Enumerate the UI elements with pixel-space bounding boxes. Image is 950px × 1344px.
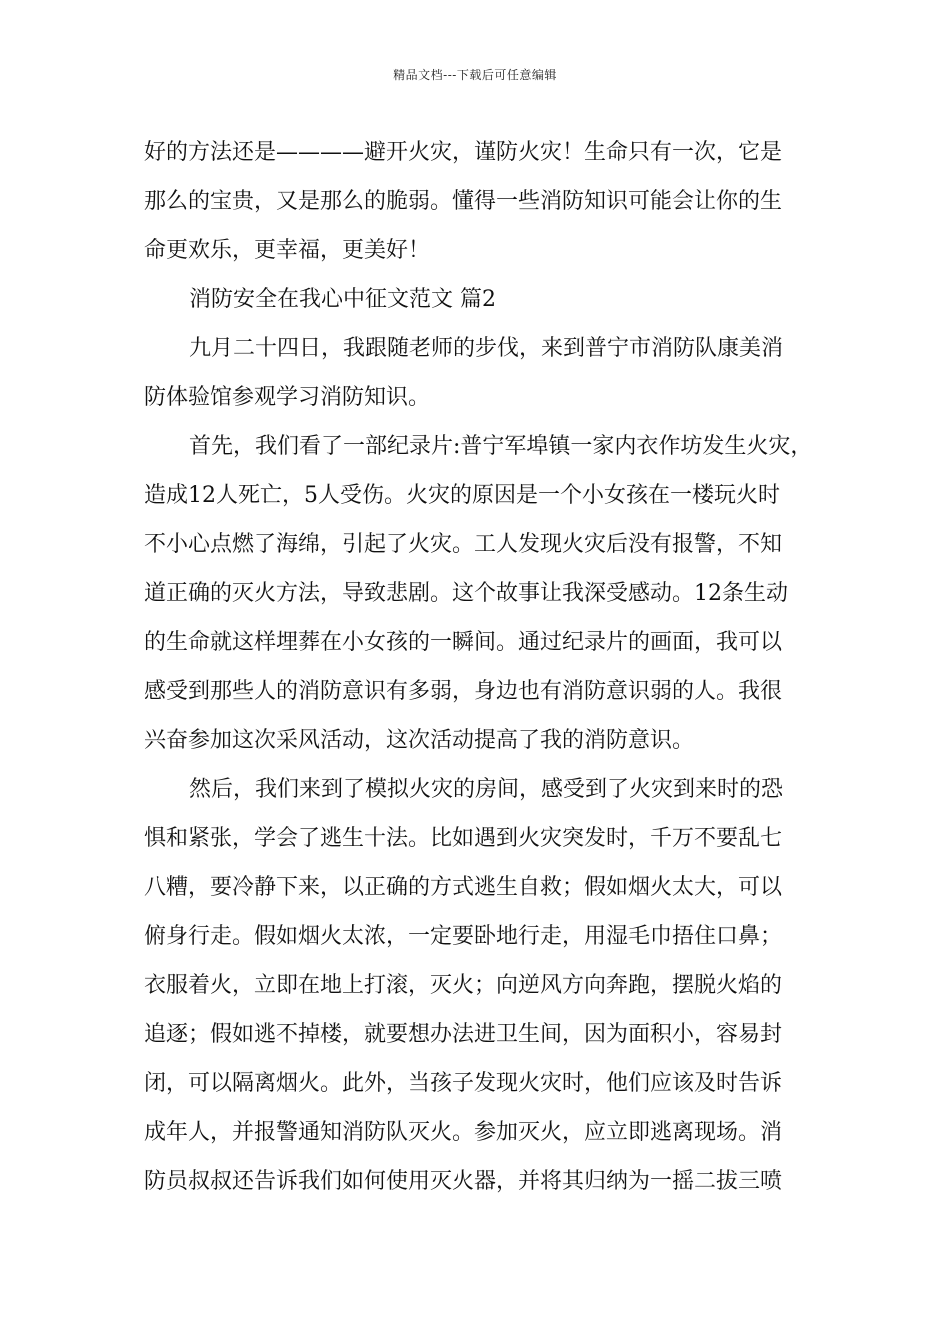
text-line: 闭，可以隔离烟火。此外，当孩子发现火灾时，他们应该及时告诉 [144, 1071, 783, 1096]
page-header: 精品文档---下载后可任意编辑 [393, 68, 557, 82]
text-line: 防体验馆参观学习消防知识。 [144, 385, 431, 410]
text-line: 惧和紧张，学会了逃生十法。比如遇到火灾突发时，千万不要乱七 [144, 826, 783, 851]
text-line: 造成12人死亡，5人受伤。火灾的原因是一个小女孩在一楼玩火时 [144, 483, 780, 508]
text-line: 感受到那些人的消防意识有多弱，身边也有消防意识弱的人。我很 [144, 679, 783, 704]
section-title: 消防安全在我心中征文范文 篇2 [189, 287, 496, 312]
text-line: 不小心点燃了海绵，引起了火灾。工人发现火灾后没有报警，不知 [144, 532, 783, 557]
document-body [144, 128, 813, 1206]
text-line: 八糟，要冷静下来，以正确的方式逃生自救；假如烟火太大，可以 [144, 875, 783, 900]
text-line: 的生命就这样埋葬在小女孩的一瞬间。通过纪录片的画面，我可以 [144, 630, 783, 655]
text-line: 命更欢乐，更幸福，更美好！ [144, 238, 431, 263]
text-line: 成年人，并报警通知消防队灭火。参加灭火，应立即逃离现场。消 [144, 1120, 783, 1145]
text-line: 首先，我们看了一部纪录片:普宁军埠镇一家内衣作坊发生火灾， [189, 434, 813, 459]
text-line: 好的方法还是————避开火灾，谨防火灾！生命只有一次，它是 [144, 140, 783, 165]
text-line: 九月二十四日，我跟随老师的步伐，来到普宁市消防队康美消 [189, 336, 784, 361]
text-line: 那么的宝贵，又是那么的脆弱。懂得一些消防知识可能会让你的生 [144, 189, 783, 214]
text-line: 道正确的灭火方法，导致悲剧。这个故事让我深受感动。12条生动 [144, 581, 788, 606]
text-line: 俯身行走。假如烟火太浓，一定要卧地行走，用湿毛巾捂住口鼻； [144, 924, 783, 949]
text-line: 衣服着火，立即在地上打滚，灭火；向逆风方向奔跑，摆脱火焰的 [144, 973, 783, 998]
text-line: 兴奋参加这次采风活动，这次活动提高了我的消防意识。 [144, 728, 695, 753]
text-line: 追逐；假如逃不掉楼，就要想办法进卫生间，因为面积小，容易封 [144, 1022, 783, 1047]
text-line: 防员叔叔还告诉我们如何使用灭火器，并将其归纳为一摇二拔三喷 [144, 1169, 783, 1194]
text-line: 然后，我们来到了模拟火灾的房间，感受到了火灾到来时的恐 [189, 777, 784, 802]
